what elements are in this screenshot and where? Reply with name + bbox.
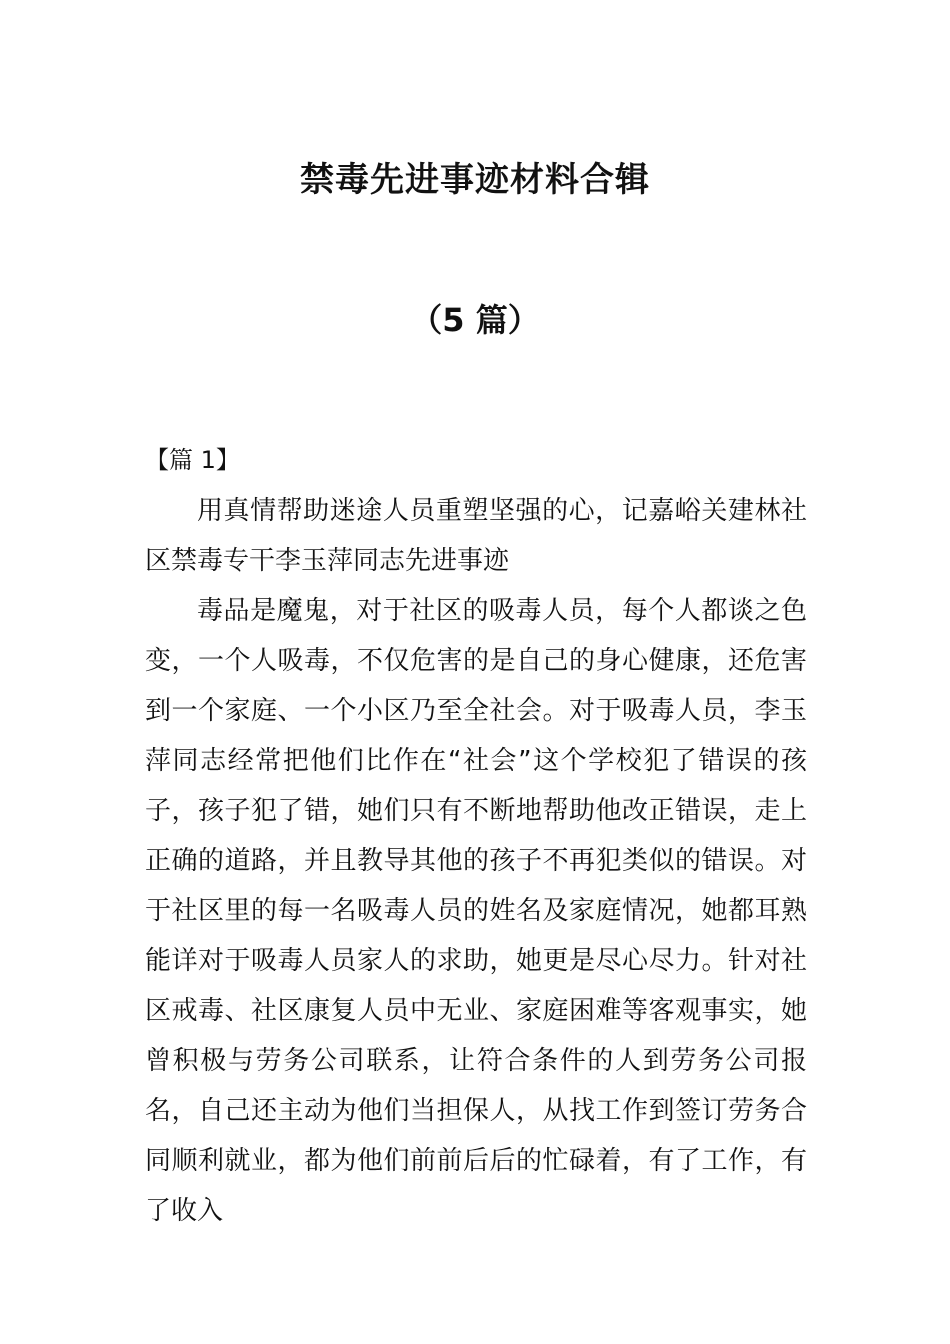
paragraph-body: 毒品是魔鬼，对于社区的吸毒人员，每个人都谈之色变，一个人吸毒，不仅危害的是自己的身心健康，还危害到一个家庭、一个小区乃至全社会。对于吸毒人员，李玉萍同志经常把他们比作在“社会”这个学校犯了错误的孩子，孩子犯了错，她们只有不断地帮助他改正错误，走上正确的道路，并且教导其他的孩子不再犯类似的错误。对于社区里的每一名吸毒人员的姓名及家庭情况，她都耳熟能详对于吸毒人员家人的求助，她更是尽心尽力。针对社区戒毒、社区康复人员中无业、家庭困难等客观事实，她曾积极与劳务公司联系，让符合条件的人到劳务公司报名，自己还主动为他们当担保人，从找工作到签订劳务合同顺利就业，都为他们前前后后的忙碌着，有了工作，有了收入 [145,596,807,1226]
section-label: 【篇 1】 [145,446,240,474]
paragraph-heading: 用真情帮助迷途人员重塑坚强的心，记嘉峪关建林社区禁毒专干李玉萍同志先进事迹 [145,496,807,576]
document-title: 禁毒先进事迹材料合辑 [300,160,650,200]
document-subtitle: （5 篇） [410,301,540,339]
body-text [145,486,807,1236]
